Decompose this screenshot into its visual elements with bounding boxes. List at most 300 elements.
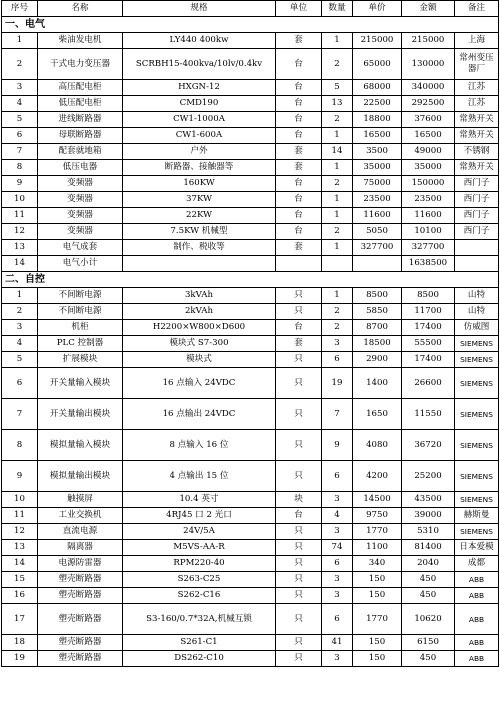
cell-note: ABB xyxy=(455,604,499,635)
cell-amount: 340000 xyxy=(402,80,455,96)
header-note: 备注 xyxy=(455,1,499,17)
cell-amount: 55500 xyxy=(402,336,455,352)
cell-unit: 台 xyxy=(276,192,322,208)
cell-name: 低压电器 xyxy=(38,160,123,176)
cell-seq: 5 xyxy=(2,352,38,368)
cell-amount: 450 xyxy=(402,588,455,604)
cell-note: 仿威图 xyxy=(455,320,499,336)
cell-note: 上海 xyxy=(455,33,499,49)
cell-qty: 13 xyxy=(322,96,353,112)
table-row xyxy=(2,320,499,336)
equipment-price-table xyxy=(1,0,499,667)
cell-price: 11600 xyxy=(353,208,402,224)
cell-price: 1400 xyxy=(353,368,402,399)
cell-spec: 断路器、接触器等 xyxy=(123,160,276,176)
table-row xyxy=(2,33,499,49)
cell-note: ABB xyxy=(455,635,499,651)
cell-price: 8700 xyxy=(353,320,402,336)
cell-spec: S263-C25 xyxy=(123,572,276,588)
cell-amount: 39000 xyxy=(402,508,455,524)
cell-price: 1100 xyxy=(353,540,402,556)
cell-seq: 3 xyxy=(2,80,38,96)
cell-qty xyxy=(322,256,353,272)
cell-price: 18500 xyxy=(353,336,402,352)
cell-name: 配套就地箱 xyxy=(38,144,123,160)
cell-note: 常熟开关 xyxy=(455,128,499,144)
cell-name: 开关量输出模块 xyxy=(38,399,123,430)
cell-name: 塑壳断路器 xyxy=(38,604,123,635)
cell-spec: S3-160/0.7*32A,机械互锁 xyxy=(123,604,276,635)
cell-spec: 模块式 xyxy=(123,352,276,368)
cell-note: SIEMENS xyxy=(455,430,499,461)
cell-spec: 4 点输出 15 位 xyxy=(123,461,276,492)
cell-seq: 7 xyxy=(2,144,38,160)
cell-spec: DS262-C10 xyxy=(123,651,276,667)
cell-name: 模拟量输入模块 xyxy=(38,430,123,461)
subtotal-row xyxy=(2,256,499,272)
cell-unit: 只 xyxy=(276,352,322,368)
cell-seq: 14 xyxy=(2,256,38,272)
cell-amount: 1638500 xyxy=(402,256,455,272)
header-name: 名称 xyxy=(38,1,123,17)
cell-qty: 3 xyxy=(322,492,353,508)
table-row xyxy=(2,49,499,80)
cell-qty: 1 xyxy=(322,192,353,208)
cell-seq: 1 xyxy=(2,33,38,49)
cell-amount: 81400 xyxy=(402,540,455,556)
table-row xyxy=(2,492,499,508)
cell-unit: 台 xyxy=(276,80,322,96)
cell-note: 西门子 xyxy=(455,192,499,208)
cell-unit: 台 xyxy=(276,49,322,80)
cell-note: 赫斯曼 xyxy=(455,508,499,524)
table-row xyxy=(2,304,499,320)
cell-unit: 只 xyxy=(276,635,322,651)
cell-price: 150 xyxy=(353,651,402,667)
cell-name: 隔离器 xyxy=(38,540,123,556)
table-row xyxy=(2,96,499,112)
table-row xyxy=(2,572,499,588)
cell-unit: 只 xyxy=(276,604,322,635)
cell-spec: M5VS-AA-R xyxy=(123,540,276,556)
cell-spec: 37KW xyxy=(123,192,276,208)
cell-note: 山特 xyxy=(455,304,499,320)
cell-name: 不间断电源 xyxy=(38,304,123,320)
cell-note: 常州变压器厂 xyxy=(455,49,499,80)
cell-qty: 7 xyxy=(322,399,353,430)
cell-unit: 台 xyxy=(276,208,322,224)
cell-amount: 17400 xyxy=(402,320,455,336)
cell-qty: 2 xyxy=(322,224,353,240)
table-row xyxy=(2,651,499,667)
cell-unit: 台 xyxy=(276,176,322,192)
table-row xyxy=(2,588,499,604)
cell-qty: 1 xyxy=(322,208,353,224)
cell-name: 母联断路器 xyxy=(38,128,123,144)
cell-seq: 8 xyxy=(2,160,38,176)
cell-seq: 6 xyxy=(2,368,38,399)
cell-note: 常熟开关 xyxy=(455,160,499,176)
cell-note: 西门子 xyxy=(455,176,499,192)
cell-price: 1770 xyxy=(353,604,402,635)
table-row xyxy=(2,128,499,144)
cell-seq: 11 xyxy=(2,208,38,224)
table-row xyxy=(2,461,499,492)
header-qty: 数量 xyxy=(322,1,353,17)
cell-unit: 只 xyxy=(276,304,322,320)
cell-price: 2900 xyxy=(353,352,402,368)
table-row xyxy=(2,224,499,240)
cell-price: 65000 xyxy=(353,49,402,80)
section-row xyxy=(2,272,499,288)
cell-note: 常熟开关 xyxy=(455,112,499,128)
cell-unit: 只 xyxy=(276,588,322,604)
cell-amount: 8500 xyxy=(402,288,455,304)
cell-note: 江苏 xyxy=(455,80,499,96)
cell-unit xyxy=(276,256,322,272)
cell-qty: 2 xyxy=(322,49,353,80)
cell-name: 开关量输入模块 xyxy=(38,368,123,399)
cell-spec: 4RJ45 口 2 光口 xyxy=(123,508,276,524)
cell-seq: 7 xyxy=(2,399,38,430)
cell-seq: 10 xyxy=(2,492,38,508)
cell-qty: 3 xyxy=(322,572,353,588)
cell-qty: 3 xyxy=(322,524,353,540)
cell-amount: 11700 xyxy=(402,304,455,320)
cell-unit: 只 xyxy=(276,540,322,556)
cell-note: 江苏 xyxy=(455,96,499,112)
table-row xyxy=(2,430,499,461)
cell-name: 直流电源 xyxy=(38,524,123,540)
cell-price: 3500 xyxy=(353,144,402,160)
cell-seq: 6 xyxy=(2,128,38,144)
cell-spec: 户外 xyxy=(123,144,276,160)
cell-name: 不间断电源 xyxy=(38,288,123,304)
cell-seq: 9 xyxy=(2,176,38,192)
header-spec: 规格 xyxy=(123,1,276,17)
cell-spec: S262-C16 xyxy=(123,588,276,604)
cell-amount: 43500 xyxy=(402,492,455,508)
cell-price: 8500 xyxy=(353,288,402,304)
cell-seq: 12 xyxy=(2,524,38,540)
cell-unit: 只 xyxy=(276,556,322,572)
cell-unit: 只 xyxy=(276,651,322,667)
cell-price: 327700 xyxy=(353,240,402,256)
cell-seq: 15 xyxy=(2,572,38,588)
cell-name: 变频器 xyxy=(38,208,123,224)
table-row xyxy=(2,160,499,176)
cell-qty: 19 xyxy=(322,368,353,399)
cell-name: 柴油发电机 xyxy=(38,33,123,49)
cell-seq: 4 xyxy=(2,96,38,112)
cell-unit: 只 xyxy=(276,368,322,399)
cell-price: 340 xyxy=(353,556,402,572)
cell-unit: 块 xyxy=(276,492,322,508)
cell-spec: 2kVAh xyxy=(123,304,276,320)
cell-qty: 1 xyxy=(322,240,353,256)
cell-qty: 2 xyxy=(322,176,353,192)
table-row xyxy=(2,208,499,224)
cell-unit: 只 xyxy=(276,461,322,492)
cell-seq: 2 xyxy=(2,49,38,80)
cell-seq: 18 xyxy=(2,635,38,651)
cell-qty: 6 xyxy=(322,352,353,368)
table-row xyxy=(2,176,499,192)
cell-amount: 215000 xyxy=(402,33,455,49)
table-row xyxy=(2,524,499,540)
header-amount: 金额 xyxy=(402,1,455,17)
cell-amount: 11550 xyxy=(402,399,455,430)
cell-amount: 450 xyxy=(402,572,455,588)
cell-qty: 6 xyxy=(322,604,353,635)
cell-seq: 9 xyxy=(2,461,38,492)
cell-note: 西门子 xyxy=(455,224,499,240)
cell-name: 进线断路器 xyxy=(38,112,123,128)
table-row xyxy=(2,399,499,430)
cell-name: 工业交换机 xyxy=(38,508,123,524)
cell-spec: HXGN-12 xyxy=(123,80,276,96)
cell-price: 4080 xyxy=(353,430,402,461)
cell-name: 电气小计 xyxy=(38,256,123,272)
cell-name: 变频器 xyxy=(38,192,123,208)
cell-name: 触摸屏 xyxy=(38,492,123,508)
cell-spec: H2200×W800×D600 xyxy=(123,320,276,336)
cell-spec: SCRBH15-400kva/10lv/0.4kv xyxy=(123,49,276,80)
cell-unit: 台 xyxy=(276,508,322,524)
table-row xyxy=(2,540,499,556)
cell-note: SIEMENS xyxy=(455,352,499,368)
cell-amount: 17400 xyxy=(402,352,455,368)
cell-note: 西门子 xyxy=(455,208,499,224)
cell-unit: 台 xyxy=(276,96,322,112)
cell-qty: 1 xyxy=(322,160,353,176)
cell-qty: 1 xyxy=(322,128,353,144)
cell-qty: 5 xyxy=(322,80,353,96)
cell-name: 塑壳断路器 xyxy=(38,572,123,588)
cell-unit: 套 xyxy=(276,160,322,176)
cell-qty: 4 xyxy=(322,508,353,524)
cell-amount: 5310 xyxy=(402,524,455,540)
cell-unit: 套 xyxy=(276,144,322,160)
cell-seq: 13 xyxy=(2,540,38,556)
section-title: 二、自控 xyxy=(2,272,499,288)
cell-note: SIEMENS xyxy=(455,524,499,540)
cell-seq: 3 xyxy=(2,320,38,336)
cell-unit: 只 xyxy=(276,430,322,461)
cell-name: 塑壳断路器 xyxy=(38,635,123,651)
cell-price: 5850 xyxy=(353,304,402,320)
cell-amount: 2040 xyxy=(402,556,455,572)
cell-note: ABB xyxy=(455,651,499,667)
cell-amount: 150000 xyxy=(402,176,455,192)
cell-qty: 3 xyxy=(322,651,353,667)
cell-note: SIEMENS xyxy=(455,368,499,399)
table-row xyxy=(2,508,499,524)
cell-note: 山特 xyxy=(455,288,499,304)
cell-spec: RPM220-40 xyxy=(123,556,276,572)
cell-price: 16500 xyxy=(353,128,402,144)
cell-note: SIEMENS xyxy=(455,461,499,492)
cell-note: SIEMENS xyxy=(455,399,499,430)
cell-unit: 套 xyxy=(276,33,322,49)
cell-amount: 130000 xyxy=(402,49,455,80)
cell-seq: 12 xyxy=(2,224,38,240)
cell-price: 68000 xyxy=(353,80,402,96)
cell-spec: LY440 400kw xyxy=(123,33,276,49)
cell-seq: 11 xyxy=(2,508,38,524)
cell-seq: 8 xyxy=(2,430,38,461)
cell-price: 75000 xyxy=(353,176,402,192)
cell-name: 干式电力变压器 xyxy=(38,49,123,80)
cell-qty: 2 xyxy=(322,304,353,320)
cell-amount: 6150 xyxy=(402,635,455,651)
cell-unit: 套 xyxy=(276,336,322,352)
cell-price: 215000 xyxy=(353,33,402,49)
cell-amount: 35000 xyxy=(402,160,455,176)
cell-spec: 制作、税收等 xyxy=(123,240,276,256)
cell-amount: 26600 xyxy=(402,368,455,399)
cell-spec xyxy=(123,256,276,272)
cell-amount: 36720 xyxy=(402,430,455,461)
table-body xyxy=(2,1,499,667)
header-price: 单价 xyxy=(353,1,402,17)
cell-spec: 16 点输入 24VDC xyxy=(123,368,276,399)
header-row xyxy=(2,1,499,17)
cell-qty: 3 xyxy=(322,336,353,352)
cell-seq: 1 xyxy=(2,288,38,304)
cell-spec: 7.5KW 机械型 xyxy=(123,224,276,240)
table-row xyxy=(2,352,499,368)
cell-seq: 13 xyxy=(2,240,38,256)
table-row xyxy=(2,144,499,160)
cell-amount: 23500 xyxy=(402,192,455,208)
cell-seq: 5 xyxy=(2,112,38,128)
cell-note: ABB xyxy=(455,572,499,588)
cell-seq: 16 xyxy=(2,588,38,604)
table-row xyxy=(2,240,499,256)
cell-spec: 160KW xyxy=(123,176,276,192)
cell-note: 不锈钢 xyxy=(455,144,499,160)
cell-note: 成都 xyxy=(455,556,499,572)
cell-price: 150 xyxy=(353,635,402,651)
cell-amount: 10620 xyxy=(402,604,455,635)
table-row xyxy=(2,368,499,399)
cell-name: 模拟量输出模块 xyxy=(38,461,123,492)
cell-amount: 450 xyxy=(402,651,455,667)
table-row xyxy=(2,112,499,128)
section-title: 一、电气 xyxy=(2,17,499,33)
cell-seq: 2 xyxy=(2,304,38,320)
cell-amount: 327700 xyxy=(402,240,455,256)
cell-amount: 10100 xyxy=(402,224,455,240)
cell-price: 150 xyxy=(353,572,402,588)
cell-qty: 14 xyxy=(322,144,353,160)
cell-name: 塑壳断路器 xyxy=(38,588,123,604)
cell-seq: 17 xyxy=(2,604,38,635)
cell-unit: 台 xyxy=(276,320,322,336)
cell-price: 23500 xyxy=(353,192,402,208)
cell-price: 4200 xyxy=(353,461,402,492)
table-row xyxy=(2,336,499,352)
cell-name: 电气成套 xyxy=(38,240,123,256)
cell-price: 5050 xyxy=(353,224,402,240)
cell-name: 扩展模块 xyxy=(38,352,123,368)
cell-unit: 台 xyxy=(276,128,322,144)
table-row xyxy=(2,288,499,304)
cell-spec: CMD190 xyxy=(123,96,276,112)
cell-note xyxy=(455,240,499,256)
cell-name: 高压配电柜 xyxy=(38,80,123,96)
cell-unit: 台 xyxy=(276,112,322,128)
table-row xyxy=(2,192,499,208)
table-row xyxy=(2,635,499,651)
cell-seq: 4 xyxy=(2,336,38,352)
cell-qty: 1 xyxy=(322,33,353,49)
header-seq: 序号 xyxy=(2,1,38,17)
cell-name: PLC 控制器 xyxy=(38,336,123,352)
cell-qty: 41 xyxy=(322,635,353,651)
cell-amount: 25200 xyxy=(402,461,455,492)
cell-note: SIEMENS xyxy=(455,336,499,352)
cell-qty: 6 xyxy=(322,461,353,492)
cell-seq: 14 xyxy=(2,556,38,572)
cell-qty: 74 xyxy=(322,540,353,556)
cell-name: 机柜 xyxy=(38,320,123,336)
cell-name: 变频器 xyxy=(38,224,123,240)
cell-price: 1770 xyxy=(353,524,402,540)
cell-qty: 3 xyxy=(322,588,353,604)
cell-unit: 只 xyxy=(276,572,322,588)
cell-price: 150 xyxy=(353,588,402,604)
section-row xyxy=(2,17,499,33)
cell-spec: S261-C1 xyxy=(123,635,276,651)
cell-note: SIEMENS xyxy=(455,492,499,508)
cell-price xyxy=(353,256,402,272)
cell-unit: 只 xyxy=(276,399,322,430)
cell-seq: 19 xyxy=(2,651,38,667)
cell-unit: 台 xyxy=(276,224,322,240)
cell-note xyxy=(455,256,499,272)
cell-amount: 49000 xyxy=(402,144,455,160)
cell-unit: 只 xyxy=(276,288,322,304)
cell-spec: 22KW xyxy=(123,208,276,224)
cell-amount: 37600 xyxy=(402,112,455,128)
cell-spec: 16 点输出 24VDC xyxy=(123,399,276,430)
cell-unit: 只 xyxy=(276,524,322,540)
cell-qty: 2 xyxy=(322,112,353,128)
cell-unit: 套 xyxy=(276,240,322,256)
cell-name: 塑壳断路器 xyxy=(38,651,123,667)
header-unit: 单位 xyxy=(276,1,322,17)
cell-amount: 16500 xyxy=(402,128,455,144)
cell-amount: 11600 xyxy=(402,208,455,224)
cell-spec: CW1-1000A xyxy=(123,112,276,128)
cell-price: 14500 xyxy=(353,492,402,508)
table-row xyxy=(2,80,499,96)
cell-amount: 292500 xyxy=(402,96,455,112)
cell-qty: 2 xyxy=(322,320,353,336)
cell-spec: 模块式 S7-300 xyxy=(123,336,276,352)
cell-spec: 24V/5A xyxy=(123,524,276,540)
cell-name: 变频器 xyxy=(38,176,123,192)
cell-name: 电源防雷器 xyxy=(38,556,123,572)
cell-qty: 1 xyxy=(322,288,353,304)
cell-qty: 6 xyxy=(322,556,353,572)
cell-spec: CW1-600A xyxy=(123,128,276,144)
cell-seq: 10 xyxy=(2,192,38,208)
cell-name: 低压配电柜 xyxy=(38,96,123,112)
cell-spec: 8 点输入 16 位 xyxy=(123,430,276,461)
